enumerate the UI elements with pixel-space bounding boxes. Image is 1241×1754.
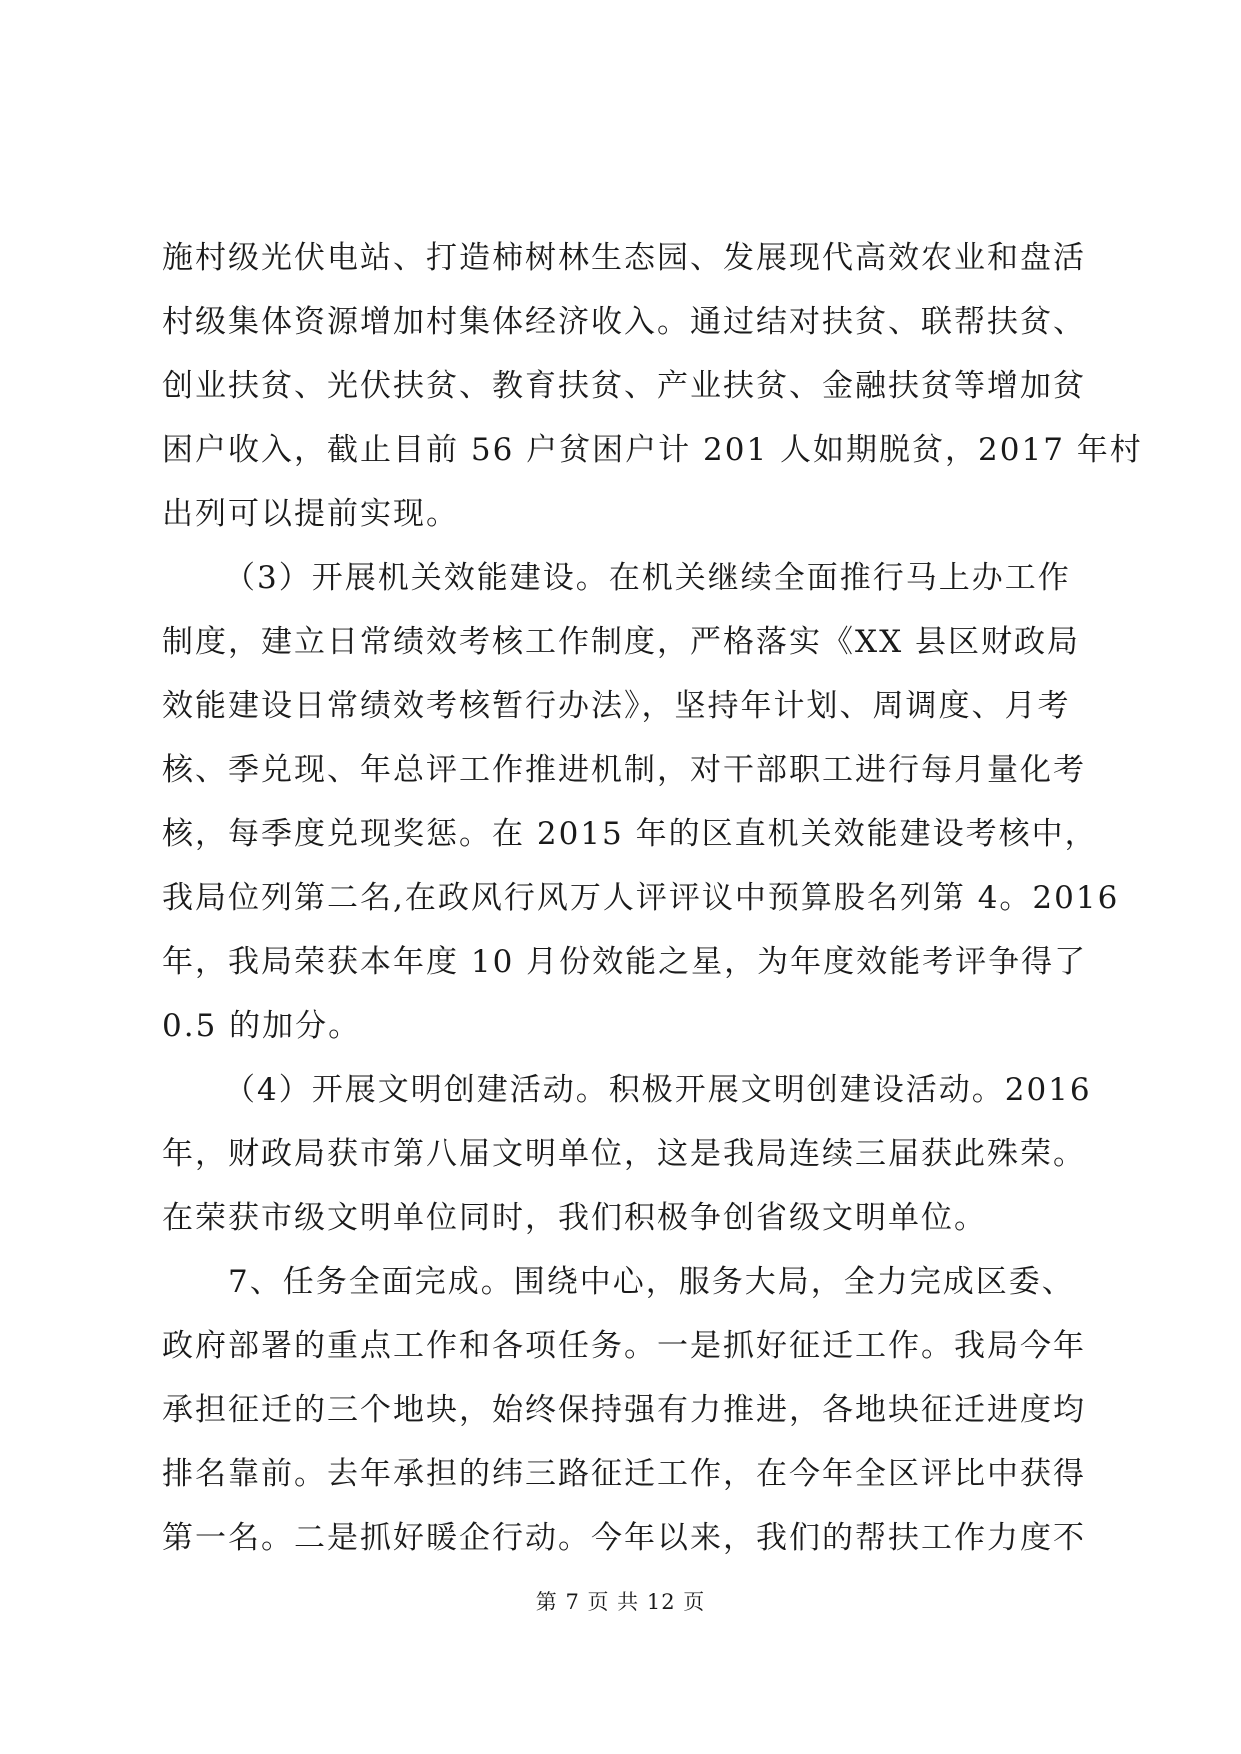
text-line-paragraph-start: （4）开展文明创建活动。积极开展文明创建设活动。2016	[224, 1072, 1092, 1108]
text-line: 核、季兑现、年总评工作推进机制，对干部职工进行每月量化考	[162, 752, 1086, 788]
text-line: 在荣获市级文明单位同时，我们积极争创省级文明单位。	[162, 1200, 987, 1236]
text-line: 创业扶贫、光伏扶贫、教育扶贫、产业扶贫、金融扶贫等增加贫	[162, 368, 1086, 404]
text-line: 制度，建立日常绩效考核工作制度，严格落实《XX 县区财政局	[162, 624, 1080, 660]
text-line: 困户收入，截止目前 56 户贫困户计 201 人如期脱贫，2017 年村	[162, 432, 1143, 468]
page-number-footer: 第 7 页 共 12 页	[535, 1590, 706, 1614]
text-line-paragraph-start: （3）开展机关效能建设。在机关继续全面推行马上办工作	[224, 560, 1071, 596]
text-line: 0.5 的加分。	[162, 1008, 362, 1044]
text-line: 我局位列第二名,在政风行风万人评评议中预算股名列第 4。2016	[162, 880, 1120, 916]
text-line: 施村级光伏电站、打造柿树林生态园、发展现代高效农业和盘活	[162, 240, 1086, 276]
text-line: 排名靠前。去年承担的纬三路征迁工作，在今年全区评比中获得	[162, 1456, 1086, 1492]
text-line: 核，每季度兑现奖惩。在 2015 年的区直机关效能建设考核中，	[162, 816, 1098, 852]
text-line-paragraph-start: 7、任务全面完成。围绕中心，服务大局，全力完成区委、	[228, 1264, 1075, 1300]
text-line: 年，我局荣获本年度 10 月份效能之星，为年度效能考评争得了	[162, 944, 1088, 980]
text-line: 政府部署的重点工作和各项任务。一是抓好征迁工作。我局今年	[162, 1328, 1086, 1364]
text-line: 第一名。二是抓好暖企行动。今年以来，我们的帮扶工作力度不	[162, 1520, 1086, 1556]
text-line: 承担征迁的三个地块，始终保持强有力推进，各地块征迁进度均	[162, 1392, 1086, 1428]
text-line: 效能建设日常绩效考核暂行办法》，坚持年计划、周调度、月考	[162, 688, 1071, 724]
text-line: 村级集体资源增加村集体经济收入。通过结对扶贫、联帮扶贫、	[162, 304, 1086, 340]
text-line: 出列可以提前实现。	[162, 496, 459, 532]
text-line: 年，财政局获市第八届文明单位，这是我局连续三届获此殊荣。	[162, 1136, 1086, 1172]
document-body	[162, 226, 1143, 1570]
